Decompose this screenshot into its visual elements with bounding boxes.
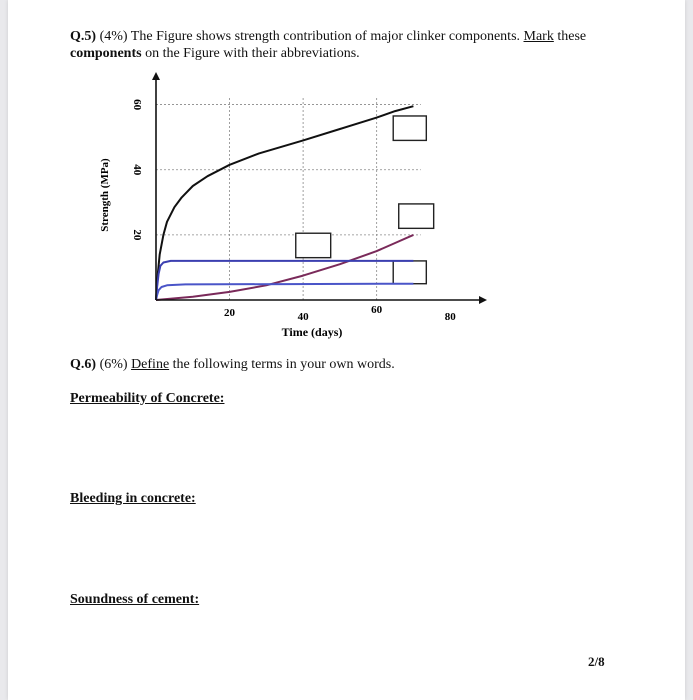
q6-weight: (6%) [99,357,128,372]
x-tick-60: 60 [371,304,383,316]
term-permeability: Permeability of Concrete: [70,391,225,406]
q5-text-before: The Figure shows strength contribution of major clinker components. [127,29,524,44]
x-axis-arrow [479,296,487,304]
x-axis-label: Time (days) [281,325,343,339]
q6-define-word: Define [131,357,170,372]
term-bleeding: Bleeding in concrete: [70,491,196,506]
q5-components-word: components [70,46,142,61]
q5-weight: (4%) [99,29,128,44]
q5-number: Q.5) [70,29,97,44]
question-6 [70,357,395,373]
q5-text-middle: these [553,29,587,44]
page-number: 2/8 [588,654,605,669]
x-tick-80: 80 [444,311,456,323]
chart-curves [156,106,413,300]
label-box-3 [399,204,434,228]
chart-axes [152,72,487,304]
term-soundness: Soundness of cement: [70,592,200,607]
series-curve-4 [156,284,413,300]
chart-grid [156,98,421,300]
y-axis-arrow [152,72,160,80]
q5-text-after: on the Figure with their abbreviations. [141,46,360,61]
q5-mark-word: Mark [523,29,554,44]
x-tick-40: 40 [297,311,309,323]
label-boxes [296,116,434,284]
series-curve-2 [156,235,413,300]
q6-text-after: the following terms in your own words. [169,357,395,372]
label-box-1 [393,116,426,140]
y-tick-60: 60 [131,99,143,111]
label-box-4 [393,261,426,284]
series-curve-1 [156,106,413,300]
y-axis-label: Strength (MPa) [99,158,111,232]
x-tick-20: 20 [224,307,236,319]
y-tick-40: 40 [131,164,143,176]
q6-number: Q.6) [70,357,97,372]
y-tick-20: 20 [131,229,143,241]
label-box-2 [296,233,331,257]
